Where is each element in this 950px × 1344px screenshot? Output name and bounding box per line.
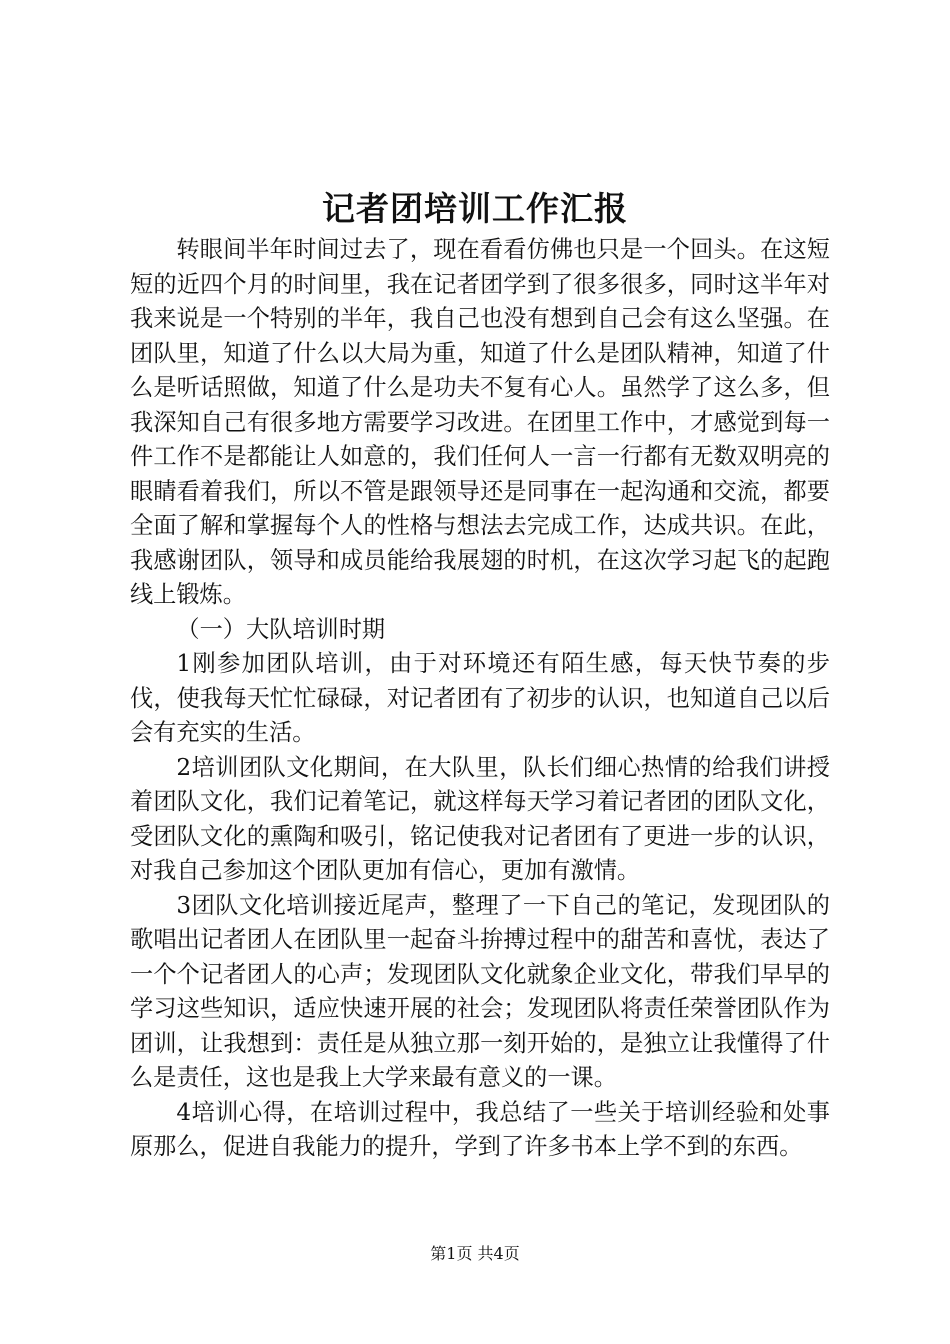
- document-body: [130, 233, 830, 1165]
- paragraph-item-3: 3团队文化培训接近尾声，整理了一下自己的笔记，发现团队的歌唱出记者团人在团队里一起奋斗拚搏过程中的甜苦和喜忧，表达了一个个记者团人的心声；发现团队文化就象企业文化，带我们早早的学习这些知识，适应快速开展的社会；发现团队将责任荣誉团队作为团训，让我想到：责任是从独立那一刻开始的，是独立让我懂得了什么是责任，这也是我上大学来最有意义的一课。: [130, 891, 830, 1091]
- section-heading: （一）大队培训时期: [176, 615, 386, 643]
- paragraph-item-1: 1刚参加团队培训，由于对环境还有陌生感，每天快节奏的步伐，使我每天忙忙碌碌，对记者团有了初步的认识，也知道自己以后会有充实的生活。: [130, 650, 830, 746]
- page-number-footer: 第1页 共4页: [430, 1244, 520, 1263]
- paragraph-intro: 转眼间半年时间过去了，现在看看仿佛也只是一个回头。在这短短的近四个月的时间里，我在记者团学到了很多很多，同时这半年对我来说是一个特别的半年，我自己也没有想到自己会有这么坚强。在团队里，知道了什么以大局为重，知道了什么是团队精神，知道了什么是听话照做，知道了什么是功夫不复有心人。虽然学了这么多，但我深知自己有很多地方需要学习改进。在团里工作中，才感觉到每一件工作不是都能让人如意的，我们任何人一言一行都有无数双明亮的眼睛看着我们，所以不管是跟领导还是同事在一起沟通和交流，都要全面了解和掌握每个人的性格与想法去完成工作，达成共识。在此，我感谢团队，领导和成员能给我展翅的时机，在这次学习起飞的起跑线上锻炼。: [130, 236, 830, 608]
- paragraph-item-4: 4培训心得，在培训过程中，我总结了一些关于培训经验和处事原那么，促进自我能力的提升，学到了许多书本上学不到的东西。: [130, 1098, 830, 1160]
- paragraph-item-2: 2培训团队文化期间，在大队里，队长们细心热情的给我们讲授着团队文化，我们记着笔记，就这样每天学习着记者团的团队文化，受团队文化的熏陶和吸引，铭记使我对记者团有了更进一步的认识，对我自己参加这个团队更加有信心，更加有激情。: [130, 753, 830, 884]
- document-title: 记者团培训工作汇报: [322, 189, 628, 228]
